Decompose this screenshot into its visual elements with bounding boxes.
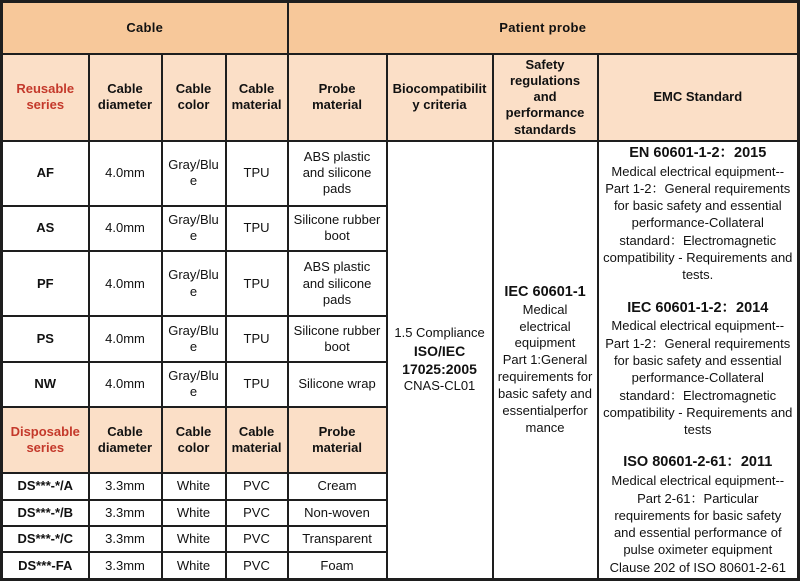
cable-material-header: Cable material (226, 407, 288, 473)
cell-series: DS***-FA (2, 552, 89, 579)
emc-section-body: Medical electrical equipment--Part 2-61：Particular requirements for basic safety and essential performance of pulse oximeter equipment (611, 473, 785, 558)
cell-probe-material: Non-woven (288, 500, 387, 526)
cell-probe-material: Transparent (288, 526, 387, 552)
safety-body-line2: Part 1:General requirements for basic safety and essentialperformance (497, 352, 593, 435)
cell-diameter: 4.0mm (89, 141, 162, 206)
emc-standard-header: EMC Standard (598, 54, 799, 141)
cell-series: AF (2, 141, 89, 206)
emc-section-en60601 (603, 144, 793, 284)
cell-material: PVC (226, 526, 288, 552)
cell-diameter: 4.0mm (89, 206, 162, 252)
emc-section-title: IEC 60601-1-2：2014 (627, 299, 769, 316)
safety-standard-title: IEC 60601-1 (504, 283, 586, 300)
cable-diameter-header: Cable diameter (89, 54, 162, 141)
cell-probe-material: Foam (288, 552, 387, 579)
biocompatibility-header: Biocompatibility criteria (387, 54, 493, 141)
cell-diameter: 3.3mm (89, 526, 162, 552)
cell-diameter: 3.3mm (89, 552, 162, 579)
emc-section-title: ISO 80601-2-61：2011 (623, 454, 773, 471)
cell-material: TPU (226, 316, 288, 362)
cell-probe-material: ABS plastic and silicone pads (288, 251, 387, 316)
cell-probe-material: Silicone rubber boot (288, 206, 387, 252)
cell-color: Gray/Blue (162, 316, 226, 362)
cell-color: White (162, 500, 226, 526)
cell-color: Gray/Blue (162, 362, 226, 408)
cell-color: White (162, 552, 226, 579)
cell-diameter: 4.0mm (89, 362, 162, 408)
cell-probe-material: Silicone rubber boot (288, 316, 387, 362)
cell-material: TPU (226, 362, 288, 408)
cell-material: PVC (226, 473, 288, 499)
emc-section-body: Medical electrical equipment--Part 1-2：General requirements for basic safety and essential performance-Collateral standard：Electromagnetic compatibility - Requirements and tests. (603, 163, 793, 283)
cell-color: Gray/Blue (162, 141, 226, 206)
cell-series: NW (2, 362, 89, 408)
cell-diameter: 3.3mm (89, 500, 162, 526)
biocompatibility-line1: 1.5 Compliance (394, 324, 485, 340)
biocompatibility-cell (387, 141, 493, 580)
biocompatibility-line3: CNAS-CL01 (403, 378, 476, 394)
cell-probe-material: Silicone wrap (288, 362, 387, 408)
cell-probe-material: ABS plastic and silicone pads (288, 141, 387, 206)
safety-regulations-cell (493, 141, 598, 580)
cell-series: AS (2, 206, 89, 252)
cell-color: White (162, 526, 226, 552)
cell-series: DS***-*/A (2, 473, 89, 499)
table-row-af (2, 141, 799, 206)
cell-color: Gray/Blue (162, 206, 226, 252)
cell-color: White (162, 473, 226, 499)
section-header-row (2, 2, 799, 54)
safety-regulations-header: Safety regulations and performance standards (493, 54, 598, 141)
cell-material: PVC (226, 552, 288, 579)
cable-material-header: Cable material (226, 54, 288, 141)
disposable-series-header: Disposable series (2, 407, 89, 473)
cell-material: TPU (226, 206, 288, 252)
emc-section-iso80601 (603, 453, 793, 576)
cell-diameter: 4.0mm (89, 316, 162, 362)
cell-material: TPU (226, 251, 288, 316)
cable-color-header: Cable color (162, 407, 226, 473)
cell-probe-material: Cream (288, 473, 387, 499)
cell-material: PVC (226, 500, 288, 526)
biocompatibility-standard: ISO/IEC 17025:2005 (402, 342, 477, 377)
patient-probe-section-header: Patient probe (288, 2, 799, 54)
emc-section-title: EN 60601-1-2：2015 (629, 144, 767, 161)
cell-diameter: 4.0mm (89, 251, 162, 316)
cell-series: DS***-*/C (2, 526, 89, 552)
probe-material-header: Probe material (288, 407, 387, 473)
emc-section-iec60601 (603, 299, 793, 439)
reusable-subheader-row (2, 54, 799, 141)
emc-section-clause: Clause 202 of ISO 80601-2-61 (609, 559, 786, 575)
probe-material-header: Probe material (288, 54, 387, 141)
reusable-series-header: Reusable series (2, 54, 89, 141)
cell-diameter: 3.3mm (89, 473, 162, 499)
cable-section-header: Cable (2, 2, 288, 54)
cell-series: PF (2, 251, 89, 316)
cable-color-header: Cable color (162, 54, 226, 141)
cell-color: Gray/Blue (162, 251, 226, 316)
emc-standard-cell (598, 141, 799, 580)
emc-section-body: Medical electrical equipment--Part 1-2：General requirements for basic safety and essential performance-Collateral standard：Electromagnetic compatibility - Requirements and tests (603, 318, 793, 438)
cell-series: PS (2, 316, 89, 362)
cable-diameter-header: Cable diameter (89, 407, 162, 473)
cell-series: DS***-*/B (2, 500, 89, 526)
cell-material: TPU (226, 141, 288, 206)
safety-body-line1: Medical electrical equipment (514, 301, 576, 351)
